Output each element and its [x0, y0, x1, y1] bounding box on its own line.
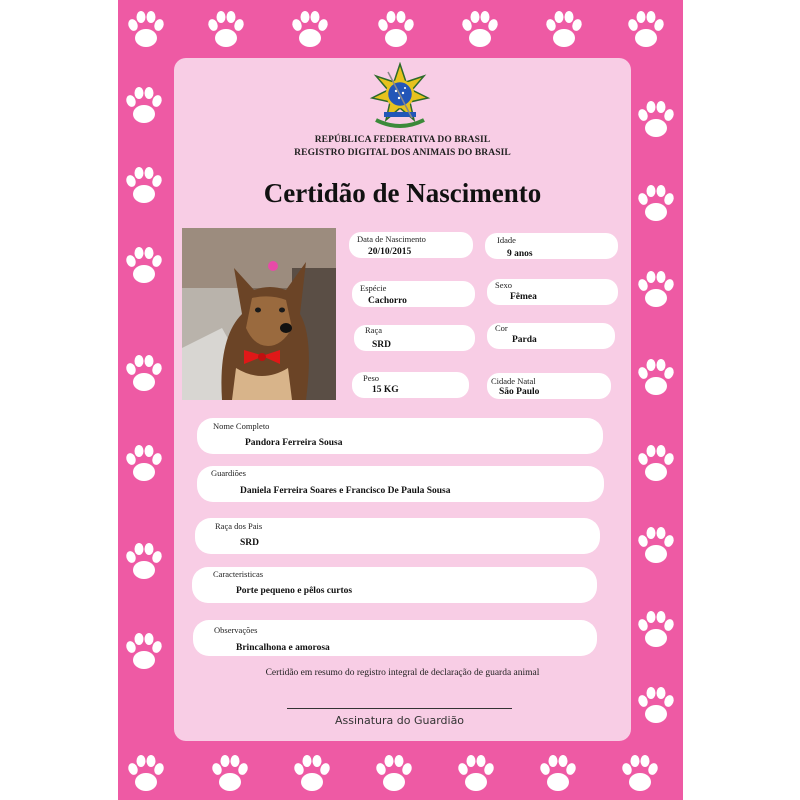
paw-print-icon: [124, 752, 168, 796]
paw-print-icon: [458, 8, 502, 52]
observations-label: Observações: [214, 625, 258, 635]
paw-print-icon: [288, 8, 332, 52]
paw-print-icon: [290, 752, 334, 796]
age-label: Idade: [497, 235, 516, 245]
sex-value: Fêmea: [510, 292, 537, 302]
paw-print-icon: [124, 8, 168, 52]
paw-print-icon: [122, 84, 166, 128]
paw-print-icon: [634, 684, 678, 728]
species-value: Cachorro: [368, 296, 407, 306]
parents-breed-label: Raça dos Pais: [215, 521, 263, 531]
color-value: Parda: [512, 335, 537, 345]
header-republic: REPÚBLICA FEDERATIVA DO BRASIL: [314, 135, 491, 145]
guardians-value: Daniela Ferreira Soares e Francisco De Paula Sousa: [240, 486, 451, 496]
species-label: Espécie: [360, 283, 387, 293]
sex-label: Sexo: [495, 280, 512, 290]
paw-print-icon: [204, 8, 248, 52]
dog-photo: [182, 228, 336, 400]
paw-print-icon: [634, 268, 678, 312]
paw-print-icon: [542, 8, 586, 52]
weight-label: Peso: [363, 373, 380, 383]
characteristics-label: Caracteristicas: [213, 569, 264, 579]
paw-print-icon: [122, 540, 166, 584]
paw-print-icon: [374, 8, 418, 52]
birth-date-label: Data de Nascimento: [357, 234, 426, 244]
brazil-coat-of-arms-icon: [366, 62, 434, 132]
header-registry: REGISTRO DIGITAL DOS ANIMAIS DO BRASIL: [294, 148, 511, 158]
paw-print-icon: [634, 524, 678, 568]
full-name-label: Nome Completo: [213, 421, 270, 431]
color-label: Cor: [495, 323, 508, 333]
field-guardians: [197, 466, 604, 502]
paw-print-icon: [634, 442, 678, 486]
summary-note: Certidão em resumo do registro integral de declaração de guarda animal: [265, 668, 540, 678]
weight-value: 15 KG: [372, 385, 399, 395]
signature-line: [287, 708, 512, 709]
paw-print-icon: [122, 244, 166, 288]
paw-print-icon: [122, 442, 166, 486]
characteristics-value: Porte pequeno e pêlos curtos: [236, 586, 353, 596]
paw-print-icon: [634, 608, 678, 652]
paw-print-icon: [208, 752, 252, 796]
paw-print-icon: [624, 8, 668, 52]
page-title: Certidão de Nascimento: [263, 178, 542, 208]
parents-breed-value: SRD: [240, 538, 260, 548]
home-city-value: São Paulo: [499, 387, 540, 397]
guardians-label: Guardiões: [211, 468, 246, 478]
age-value: 9 anos: [507, 249, 533, 259]
breed-label: Raça: [365, 325, 382, 335]
breed-value: SRD: [372, 340, 392, 350]
full-name-value: Pandora Ferreira Sousa: [245, 438, 343, 448]
paw-print-icon: [536, 752, 580, 796]
paw-print-icon: [122, 164, 166, 208]
home-city-label: Cidade Natal: [491, 376, 536, 386]
paw-print-icon: [454, 752, 498, 796]
paw-print-icon: [372, 752, 416, 796]
paw-print-icon: [634, 98, 678, 142]
paw-print-icon: [634, 182, 678, 226]
paw-print-icon: [618, 752, 662, 796]
paw-print-icon: [122, 630, 166, 674]
paw-print-icon: [122, 352, 166, 396]
paw-print-icon: [634, 356, 678, 400]
observations-value: Brincalhona e amorosa: [236, 643, 330, 653]
signature-label: Assinatura do Guardião: [334, 714, 465, 727]
birth-date-value: 20/10/2015: [368, 247, 412, 257]
